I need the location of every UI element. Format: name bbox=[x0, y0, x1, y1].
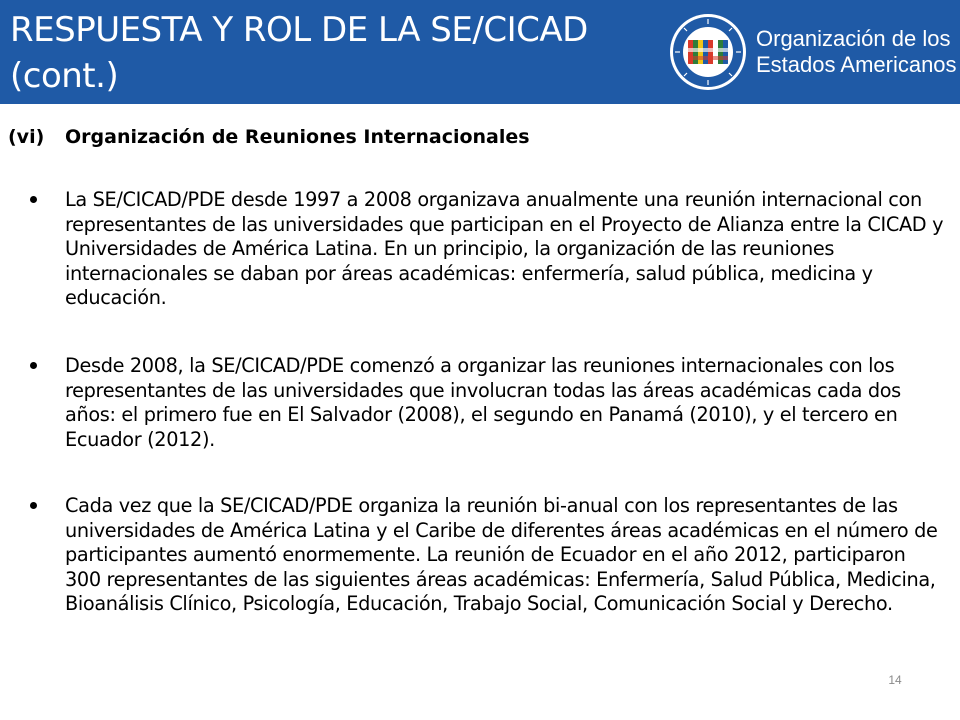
bullet-icon bbox=[30, 196, 37, 203]
bullet-text: La SE/CICAD/PDE desde 1997 a 2008 organizava anualmente una reunión internacional con representantes de las universidades que participan en el Proyecto de Alianza entre la CICAD y Universidades de América Latina. En un principio, la organización de las reuniones internacionales se daban por áreas académicas: enfermería, salud pública, medicina y educación. bbox=[65, 188, 944, 309]
section-heading bbox=[8, 124, 530, 150]
oas-name-line-2: Estados Americanos bbox=[756, 52, 957, 77]
bullet-icon bbox=[30, 362, 37, 369]
slide-content bbox=[0, 104, 960, 720]
oas-name bbox=[756, 26, 957, 78]
bullet-text: Cada vez que la SE/CICAD/PDE organiza la reunión bi-anual con los representantes de las universidades de América Latina y el Caribe de diferentes áreas académicas en el número de participantes aumentó enormemente. La reunión de Ecuador en el año 2012, participaron 300 representantes de las siguientes áreas académicas: Enfermería, Salud Pública, Medicina, Bioanálisis Clínico, Psicología, Educación, Trabajo Social, Comunicación Social y Derecho. bbox=[65, 494, 938, 615]
bullet-item bbox=[30, 494, 944, 617]
slide-title-line-1: RESPUESTA Y ROL DE LA SE/CICAD bbox=[10, 10, 588, 50]
bullet-text: Desde 2008, la SE/CICAD/PDE comenzó a organizar las reuniones internacionales con los representantes de las universidades que involucran todas las áreas académicas cada dos años: el primero fue en El Salvador (2008), el segundo en Panamá (2010), y el tercero en Ecuador (2012). bbox=[65, 354, 901, 451]
bullet-item bbox=[30, 354, 944, 452]
slide-title-line-2: (cont.) bbox=[10, 56, 119, 96]
page-number: 14 bbox=[888, 673, 902, 687]
oas-seal-icon bbox=[668, 12, 748, 92]
section-title: Organización de Reuniones Internacionales bbox=[65, 126, 530, 148]
slide-header bbox=[0, 0, 960, 104]
slide-title bbox=[10, 7, 630, 99]
bullet-item bbox=[30, 188, 944, 311]
section-number: (vi) bbox=[8, 126, 45, 148]
bullet-icon bbox=[30, 502, 37, 509]
oas-name-line-1: Organización de los bbox=[756, 26, 951, 51]
oas-logo bbox=[668, 12, 957, 92]
